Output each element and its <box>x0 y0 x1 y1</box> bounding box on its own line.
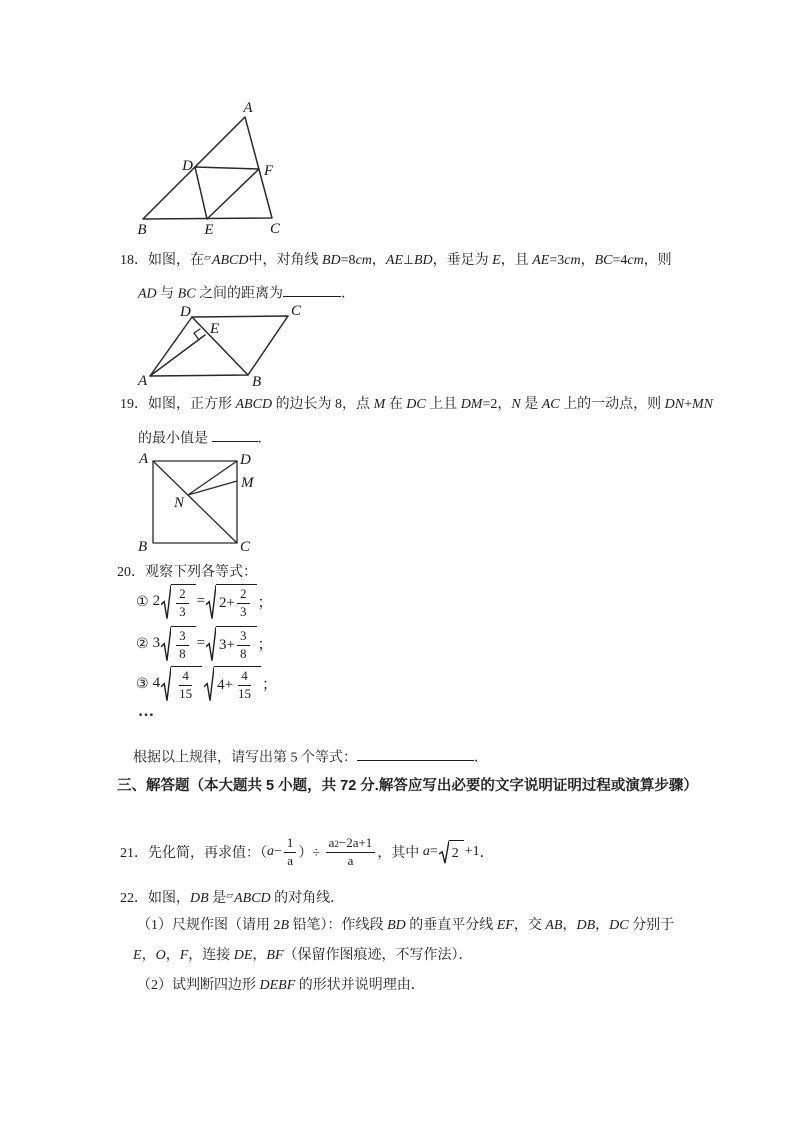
section-3-heading: 三、解答题（本大题共 5 小题，共 72 分.解答应写出必要的文字说明证明过程或演算步骤） <box>117 778 698 794</box>
text-run: 20．观察下列各等式： <box>117 565 257 580</box>
fraction <box>326 836 376 869</box>
text-run: DB <box>576 918 596 933</box>
text-run: DC <box>406 397 426 412</box>
triangle-label-e: E <box>204 222 214 238</box>
fraction <box>176 587 189 620</box>
text-run: BF <box>266 948 284 963</box>
parallelogram-segment-ae <box>150 335 205 376</box>
radical <box>206 584 256 620</box>
text-run: ． <box>479 846 494 862</box>
text-run: F <box>179 948 189 963</box>
text-run: ， <box>562 918 577 933</box>
square-label-b: B <box>138 539 148 555</box>
square-label-m: M <box>241 475 254 491</box>
problem-19-line-2 <box>138 428 272 448</box>
answer-blank <box>357 747 474 761</box>
text-run: 的边长为 8，点 <box>272 397 374 412</box>
radical <box>161 584 196 620</box>
text-run: a <box>287 852 294 868</box>
text-run: DN <box>664 397 685 412</box>
text-run: DB <box>190 891 209 906</box>
radical <box>206 626 256 662</box>
answer-blank <box>212 428 258 442</box>
text-run: 15 <box>179 685 193 701</box>
text-run: 4 <box>152 675 161 692</box>
parallelogram-symbol: ▱ <box>226 891 234 901</box>
text-run: 分别于 <box>628 918 675 933</box>
square-label-d: D <box>240 452 251 468</box>
text-run: 3+ <box>219 636 235 653</box>
radical-sign-icon <box>161 626 171 662</box>
text-run: B <box>280 918 290 933</box>
problem-22-line-4 <box>137 977 425 995</box>
fraction <box>176 629 189 662</box>
text-run: ⊥ <box>403 252 414 267</box>
problem-20-equation-3 <box>136 666 277 702</box>
fraction <box>237 629 250 662</box>
radical <box>204 666 261 702</box>
text-run: = <box>429 844 438 860</box>
problem-22-line-1 <box>120 887 344 908</box>
radical-sign-icon <box>206 626 216 662</box>
parallelogram-symbol: ▱ <box>204 253 211 263</box>
problem-20-equation-2 <box>136 626 273 662</box>
triangle-label-a: A <box>243 100 253 116</box>
text-run: =4 <box>612 253 628 268</box>
fraction <box>284 836 297 869</box>
radical-sign-icon <box>161 666 171 702</box>
text-run: 18．如图，在 <box>120 253 204 268</box>
text-run: ； <box>262 677 278 694</box>
text-run: 2 <box>240 586 247 601</box>
text-run: = <box>196 635 206 652</box>
fraction <box>235 669 254 702</box>
text-run: 15 <box>238 685 252 701</box>
text-run: cm <box>627 253 644 268</box>
text-run: 3 <box>240 603 247 619</box>
text-run: 根据以上规律，请写出第 5 个等式： <box>133 750 357 766</box>
text-run: 的形状并说明理由． <box>295 978 425 993</box>
triangle-label-c: C <box>269 221 281 237</box>
text-run: DC <box>609 918 629 933</box>
text-run: a <box>422 844 430 860</box>
right-angle-mark <box>194 329 200 340</box>
text-run: ③ <box>136 675 149 692</box>
text-run: 2 <box>152 593 161 610</box>
text-run: a <box>328 835 335 850</box>
segment-nd <box>188 461 237 495</box>
text-run: ，其中 <box>377 846 423 862</box>
text-run: 上的一动点，则 <box>559 397 665 412</box>
text-run: 在 <box>385 397 407 412</box>
radical <box>161 666 202 702</box>
text-run: 3 <box>152 635 161 652</box>
text-run: ； <box>257 595 273 612</box>
text-run: 是 <box>520 397 542 412</box>
parallelogram-label-b: B <box>252 374 262 390</box>
text-run: 的对角线． <box>270 891 345 906</box>
text-run: 3 <box>179 603 186 619</box>
text-run: E <box>133 948 142 963</box>
text-run: ABCD <box>234 891 271 906</box>
text-run: BC <box>594 253 613 268</box>
text-run: DEBF <box>259 978 296 993</box>
text-run: ② <box>136 635 149 652</box>
triangle-midsegment-def <box>195 167 259 219</box>
text-run: BC <box>177 286 196 302</box>
text-run: DM <box>460 397 483 412</box>
text-run: ，且 <box>500 253 533 268</box>
text-run: a <box>347 852 354 868</box>
text-run: 2 <box>451 845 459 861</box>
text-run: 3 <box>240 628 247 643</box>
problem-20-equation-1 <box>136 584 273 620</box>
problem-20-conclusion <box>133 747 488 767</box>
text-run: − <box>274 844 282 860</box>
parallelogram-label-e: E <box>210 321 220 337</box>
text-run: ABCD <box>211 253 249 268</box>
text-run: 2 <box>179 586 186 601</box>
radical <box>161 626 196 662</box>
radical-sign-icon <box>204 666 214 702</box>
text-run: ． <box>474 750 488 766</box>
text-run: ，则 <box>643 253 672 268</box>
triangle-label-f: F <box>264 163 274 179</box>
text-run: ， <box>497 397 512 412</box>
radical-sign-icon <box>206 584 216 620</box>
radical <box>439 840 464 864</box>
problem-20-ellipsis: … <box>138 703 155 720</box>
text-run: 3 <box>179 628 186 643</box>
text-run: +1 <box>464 844 480 860</box>
radical-sign-icon <box>439 840 449 864</box>
answer-blank <box>283 283 341 297</box>
text-run: a <box>267 844 274 860</box>
parallelogram-diagonal-db <box>192 317 248 375</box>
text-run: ． <box>341 286 356 302</box>
triangle-label-b: B <box>137 222 147 238</box>
text-run: 2+ <box>219 594 235 611</box>
figure-parallelogram <box>125 300 325 392</box>
text-run: 中，对角线 <box>248 253 322 268</box>
square-label-n: N <box>173 495 184 511</box>
text-run: （保留作图痕迹，不写作法）． <box>283 948 473 963</box>
text-run: −2a+1 <box>338 835 373 850</box>
text-run: 8 <box>179 645 186 661</box>
text-run: 21．先化简，再求值：（ <box>120 846 267 862</box>
text-run: 之间的距离为 <box>195 286 284 302</box>
text-run: ，交 <box>513 918 546 933</box>
text-run: （2）试判断四边形 <box>137 978 260 993</box>
text-run: AB <box>545 918 563 933</box>
problem-21-line-1 <box>120 836 494 869</box>
text-run: AD <box>138 286 157 302</box>
text-run: DE <box>233 948 253 963</box>
problem-18-line-1 <box>120 249 672 270</box>
text-run: BD <box>321 253 341 268</box>
text-run: N <box>511 397 521 412</box>
text-run: cm <box>564 253 581 268</box>
text-run: BD <box>387 918 406 933</box>
text-run: ，垂足为 <box>432 253 493 268</box>
problem-22-line-2 <box>137 917 674 935</box>
text-run: BD <box>413 253 433 268</box>
fraction <box>237 587 250 620</box>
text-run: ， <box>580 253 595 268</box>
text-run: 铅笔）：作线段 <box>289 918 388 933</box>
text-run: cm <box>355 253 372 268</box>
text-run: O <box>155 948 166 963</box>
figure-square <box>130 448 265 558</box>
text-run: AE <box>532 253 550 268</box>
text-run: 上且 <box>425 397 461 412</box>
text-run: ； <box>257 637 273 654</box>
text-run: AC <box>541 397 560 412</box>
text-run: =3 <box>549 253 565 268</box>
segment-nm <box>188 481 237 495</box>
text-run: ， <box>595 918 610 933</box>
problem-19-line-1 <box>120 396 713 414</box>
text-run: M <box>373 397 386 412</box>
text-run: ． <box>257 431 272 447</box>
text-run: AE <box>385 253 403 268</box>
text-run: = <box>196 593 206 610</box>
text-run: 与 <box>156 286 178 302</box>
text-run: 2 <box>334 839 339 849</box>
text-run: MN <box>691 397 713 412</box>
parallelogram-label-a: A <box>138 373 148 389</box>
text-run: + <box>684 397 692 412</box>
text-run: 4+ <box>217 676 234 693</box>
text-run: ABCD <box>235 397 273 412</box>
text-run: ， <box>252 948 267 963</box>
text-run: 19．如图，正方形 <box>120 397 236 412</box>
text-run: ）÷ <box>298 846 324 862</box>
text-run: ① <box>136 593 149 610</box>
text-run: （1）尺规作图（请用 2 <box>137 918 281 933</box>
parallelogram-label-d: D <box>180 304 191 320</box>
radical-sign-icon <box>161 584 171 620</box>
text-run: E <box>492 253 501 268</box>
text-run: =8 <box>340 253 356 268</box>
text-run: 是 <box>208 891 227 906</box>
parallelogram-label-c: C <box>291 303 302 319</box>
fraction <box>176 669 195 702</box>
figure-triangle <box>110 92 300 244</box>
text-run: 4 <box>241 668 248 683</box>
text-run: 的垂直平分线 <box>405 918 497 933</box>
square-label-c: C <box>240 539 251 555</box>
text-run: 8 <box>240 645 247 661</box>
problem-20-intro <box>117 564 257 582</box>
text-run: ， <box>141 948 156 963</box>
text-run: ， <box>371 253 386 268</box>
text-run: ， <box>165 948 180 963</box>
text-run: 22．如图， <box>120 891 190 906</box>
problem-22-line-3 <box>133 947 473 965</box>
triangle-label-d: D <box>182 158 193 174</box>
text-run: 1 <box>286 835 294 850</box>
square-diagonal-ac <box>153 461 237 543</box>
text-run: 的最小值是 <box>138 431 212 447</box>
square-label-a: A <box>139 451 149 467</box>
text-run: =2 <box>482 397 498 412</box>
text-run: EF <box>496 918 514 933</box>
text-run: ，连接 <box>188 948 234 963</box>
text-run: 4 <box>182 668 189 683</box>
